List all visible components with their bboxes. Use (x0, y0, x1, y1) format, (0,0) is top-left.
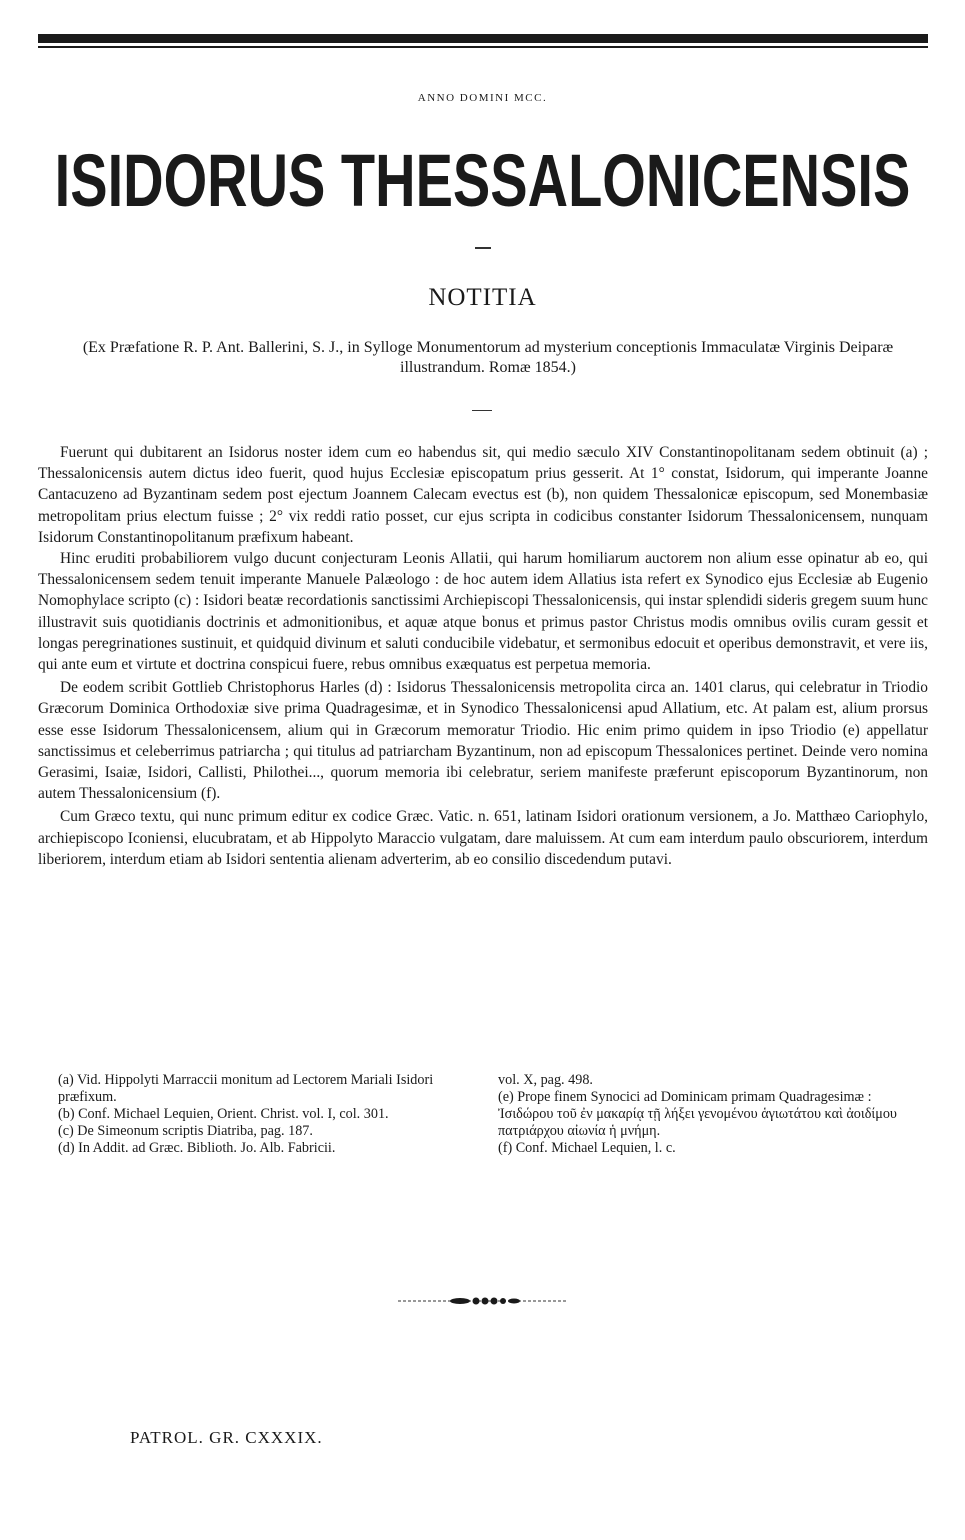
paragraph-4: Cum Græco textu, qui nunc primum editur ex codice Græc. Vatic. n. 651, latinam Isidori orationum versionem, a Jo. Matthæo Cariophylo, archiepiscopo Iconiensi, elucubratam, et ab Hippolyto Maraccio vulgatam, dare maluissem. At cum eam interdum paulo obscuriorem, interdum liberiorem, interdum etiam ab Isidori sententia alienam adverterim, ab eo consilio discedendum putavi. (38, 808, 928, 868)
body-text (38, 442, 928, 872)
footnote-d: (d) In Addit. ad Græc. Biblioth. Jo. Alb. Fabricii. (58, 1140, 336, 1156)
footnote-e: (e) Prope finem Synocici ad Dominicam primam Quadragesimæ : Ἰσιδώρου τοῦ ἐν μακαρίᾳ τῇ λήξει γενομένου ἁγιωτάτου καὶ ἀοιδίμου πατριάρχου αἰωνία ἡ μνήμη. (498, 1089, 897, 1139)
title-divider (475, 247, 491, 249)
footnote-b: (b) Conf. Michael Lequien, Orient. Christ. vol. I, col. 301. (58, 1106, 389, 1122)
section-divider (472, 410, 492, 411)
footnote-d-continued: vol. X, pag. 498. (498, 1072, 593, 1088)
paragraph-1: Fuerunt qui dubitarent an Isidorus noster idem cum eo habendus sit, qui medio sæculo XIV Constantinopolitanam sedem obtinuit (a) ; Thessalonicensis autem dictus ideo fuerit, quod hujus Ecclesiæ episcopatum prius gesserit. At 1° constat, Isidorum, qui imperante Joanne Cantacuzeno ad Byzantinam sedem post ejectum Joannem Calecam evectus est (b), non quidem Thessalonicæ episcopum, sed Monembasiæ metropolitam prius electum fuisse ; 2° vix reddi ratio posset, cur ejus scripta in codicibus constanter Isidorum Thessalonicensem, nunquam Isidorum Constantinopolitanum præfixum habeant. (38, 444, 928, 546)
page-title: ISIDORUS THESSALONICENSIS (54, 138, 911, 222)
paragraph-2: Hinc eruditi probabiliorem vulgo ducunt conjecturam Leonis Allatii, qui harum homiliarum auctorem non alium esse opinatur ab eo, qui Thessalonicensem sedem tenuit imperante Manuele Palæologo : de hoc autem idem Allatius ista refert ex Synodico ejus Ecclesiæ ab Eugenio Nomophylace scripto (c) : Isidori beatæ recordationis sanctissimi Archiepiscopi Thessalonicensis, qui instar splendidi sideris gregem suum hunc illustravit suis quotidianis doctrinis et admonitionibus, et aquæ atque bonus et primus pastor Christus modis omnibus ovilis curam gessit et longas peregrinationes sustinuit, et quidquid divinum et saluti conducibile videbatur, et sermonibus edocuit et operibus demonstravit, et vere iis, qui ante eum et virtute et doctrina conspicui fuere, rebus omnibus exæquatus est perpetua memoria. (38, 550, 928, 674)
footnotes-left-column (58, 1072, 478, 1157)
footnote-c: (c) De Simeonum scriptis Diatriba, pag. 187. (58, 1123, 313, 1139)
paragraph-3: De eodem scribit Gottlieb Christophorus Harles (d) : Isidorus Thessalonicensis metropolita circa an. 1401 clarus, qui celebratur in Triodio Græcorum Dominica Orthodoxiæ sive prima Quadragesimæ, et in Synodico Thessalonicensi apud Allatium, etc. At palam est, alium prorsus esse esse Isidorum Thessalonicensem, alium qui in Græcorum memoratur Triodio. Hic enim primo quidem in ipso Triodio (e) appellatur sanctissimus et celeberrimus patriarcha ; qui titulus ad patriarcham Byzantinum, non ad episcopum Thessalonices pertinet. Deinde vero nomina Gerasimi, Isaiæ, Isidori, Callisti, Philothei..., quorum memoria ibi celebratur, seriem manifeste præferunt episcoporum Byzantinorum, non autem Thessalonicensium (f). (38, 679, 928, 803)
end-ornament (398, 1296, 568, 1306)
anno-domini-heading: ANNO DOMINI MCC. (417, 92, 548, 104)
top-rule-thick (38, 34, 928, 43)
top-rule-thin (38, 46, 928, 48)
section-heading: NOTITIA (428, 284, 537, 311)
source-citation: (Ex Præfatione R. P. Ant. Ballerini, S. J., in Sylloge Monumentorum ad mysterium conceptionis Immaculatæ Virginis Deiparæ illustrandum. Romæ 1854.) (82, 339, 894, 376)
footer-volume-label: PATROL. GR. CXXXIX. (130, 1428, 323, 1447)
footnotes-right-column (498, 1072, 928, 1157)
footnote-f: (f) Conf. Michael Lequien, l. c. (498, 1140, 676, 1156)
footnote-a: (a) Vid. Hippolyti Marraccii monitum ad Lectorem Mariali Isidori præfixum. (58, 1072, 434, 1105)
